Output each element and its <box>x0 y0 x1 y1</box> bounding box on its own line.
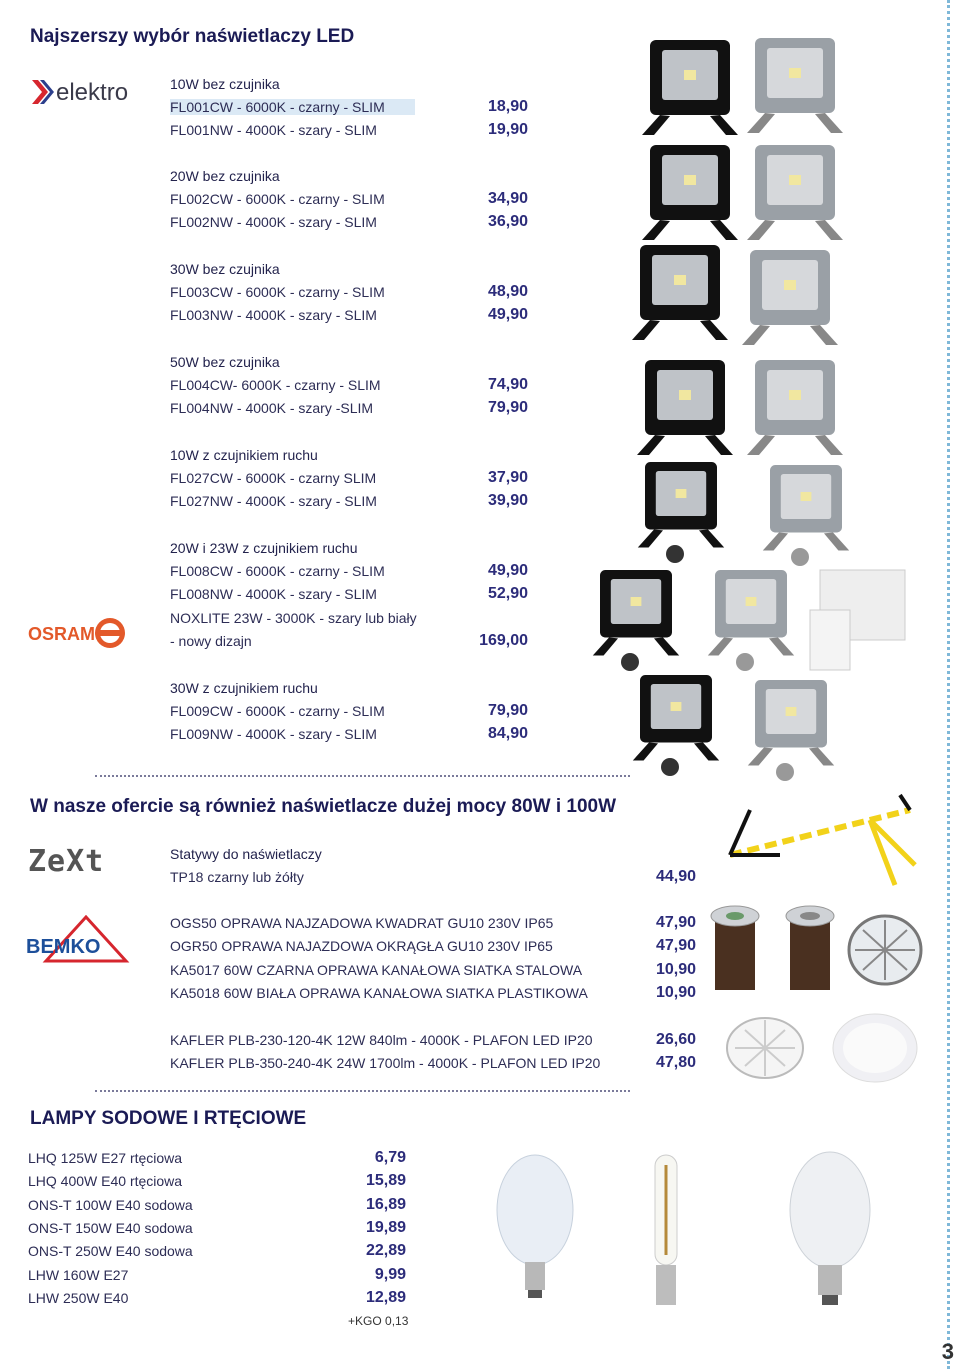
product-price: 47,80 <box>655 1054 696 1072</box>
product-name: OGS50 OPRAWA NAJZADOWA KWADRAT GU10 230V IP65 <box>170 915 554 931</box>
svg-text:OSRAM: OSRAM <box>28 624 95 644</box>
product-name: FL004NW - 4000K - szary -SLIM <box>170 400 374 417</box>
group-title: 30W z czujnikiem ruchu <box>170 680 318 696</box>
product-name: FL003CW - 6000K - czarny - SLIM <box>170 284 385 300</box>
separator <box>95 1090 630 1092</box>
product-name: FL009NW - 4000K - szary - SLIM <box>170 726 377 743</box>
stands-title: Statywy do naświetlaczy <box>170 846 322 862</box>
product-price: 18,90 <box>487 98 528 115</box>
bemko-logo <box>26 915 130 965</box>
product-price: 10,90 <box>655 983 696 1001</box>
lamp-name: LHW 250W E40 <box>28 1289 129 1306</box>
tripod-stand-image <box>720 795 920 895</box>
product-name: KA5018 60W BIAŁA OPRAWA KANAŁOWA SIATKA PLASTIKOWA <box>170 984 588 1001</box>
product-price: 47,90 <box>655 937 696 955</box>
product-name: FL009CW - 6000K - czarny - SLIM <box>170 703 385 719</box>
group-title: 10W bez czujnika <box>170 76 280 92</box>
product-price: 79,90 <box>487 399 528 417</box>
product-name: FL001CW - 6000K - czarny - SLIM <box>170 99 415 115</box>
lamp-name: LHW 160W E27 <box>28 1266 129 1283</box>
product-name: KA5017 60W CZARNA OPRAWA KANAŁOWA SIATKA STALOWA <box>170 961 583 978</box>
group-title: 10W z czujnikiem ruchu <box>170 447 318 463</box>
product-price: 74,90 <box>487 376 528 393</box>
lamp-name: ONS-T 150W E40 sodowa <box>28 1219 193 1236</box>
lamp-name: ONS-T 100W E40 sodowa <box>28 1196 193 1213</box>
product-price: 49,90 <box>487 562 528 579</box>
lamp-price: 15,89 <box>365 1172 406 1190</box>
elektro-logo-text: elektro <box>56 79 129 106</box>
lamp-price: 22,89 <box>365 1242 406 1260</box>
product-name: FL004CW- 6000K - czarny - SLIM <box>170 377 381 393</box>
product-price: 26,60 <box>655 1031 696 1048</box>
floodlight-images <box>620 30 870 770</box>
product-price: 49,90 <box>487 306 528 324</box>
lamps-heading: LAMPY SODOWE I RTĘCIOWE <box>30 1108 307 1129</box>
group-title: 50W bez czujnika <box>170 354 280 370</box>
group-title: 20W i 23W z czujnikiem ruchu <box>170 540 358 556</box>
product-price: 52,90 <box>487 585 528 603</box>
lamp-name: LHQ 400W E40 rtęciowa <box>28 1173 183 1190</box>
product-name: FL008NW - 4000K - szary - SLIM <box>170 586 377 603</box>
svg-text:BEMKO: BEMKO <box>26 936 101 958</box>
recessed-fixture-images <box>705 900 925 1000</box>
lamp-price: 6,79 <box>374 1149 406 1166</box>
kgo-note: +KGO 0,13 <box>348 1314 409 1328</box>
product-name: FL008CW - 6000K - czarny - SLIM <box>170 563 385 579</box>
page-title: Najszerszy wybór naświetlaczy LED <box>30 26 355 47</box>
product-name: FL002NW - 4000K - szary - SLIM <box>170 214 377 231</box>
product-name: FL027NW - 4000K - szary - SLIM <box>170 493 377 510</box>
product-price: 169,00 <box>479 631 528 649</box>
bulb-images <box>490 1150 890 1320</box>
product-price: 79,90 <box>487 702 528 719</box>
lamp-price: 16,89 <box>365 1195 406 1213</box>
separator <box>95 775 630 777</box>
lamp-name: ONS-T 250W E40 sodowa <box>28 1243 193 1260</box>
lamp-price: 9,99 <box>374 1265 406 1283</box>
product-name: OGR50 OPRAWA NAJAZDOWA OKRĄGŁA GU10 230V IP65 <box>170 938 553 955</box>
product-price: 39,90 <box>487 492 528 510</box>
edge-dots <box>943 0 950 1369</box>
zext-logo: ZeXt <box>28 844 105 879</box>
product-name: FL001NW - 4000K - szary - SLIM <box>170 122 377 139</box>
ceiling-lamp-images <box>725 1008 925 1088</box>
stands-price: 44,90 <box>655 868 696 885</box>
stands-name: TP18 czarny lub żółty <box>170 869 304 885</box>
product-price: 36,90 <box>487 213 528 231</box>
product-price: 84,90 <box>487 725 528 743</box>
elektro-logo <box>28 74 138 110</box>
highpower-heading: W nasze ofercie są również naświetlacze dużej mocy 80W i 100W <box>30 796 617 817</box>
group-title: 30W bez czujnika <box>170 261 280 277</box>
product-name: - nowy dizajn <box>170 632 252 649</box>
lamp-price: 12,89 <box>365 1288 406 1306</box>
lamp-price: 19,89 <box>365 1218 406 1236</box>
product-price: 37,90 <box>487 469 528 486</box>
lamp-name: LHQ 125W E27 rtęciowa <box>28 1150 183 1166</box>
osram-logo <box>28 616 128 650</box>
product-price: 47,90 <box>655 914 696 931</box>
product-price: 34,90 <box>487 190 528 207</box>
product-name: KAFLER PLB-350-240-4K 24W 1700lm - 4000K - PLAFON LED IP20 <box>170 1055 601 1072</box>
product-price: 48,90 <box>487 283 528 300</box>
product-name: FL002CW - 6000K - czarny - SLIM <box>170 191 385 207</box>
group-title: 20W bez czujnika <box>170 168 280 184</box>
product-price: 10,90 <box>655 960 696 978</box>
product-name: NOXLITE 23W - 3000K - szary lub biały <box>170 609 417 626</box>
product-name: KAFLER PLB-230-120-4K 12W 840lm - 4000K - PLAFON LED IP20 <box>170 1032 593 1048</box>
page-number: 3 <box>941 1339 954 1364</box>
product-price: 19,90 <box>487 121 528 139</box>
product-name: FL003NW - 4000K - szary - SLIM <box>170 307 377 324</box>
product-name: FL027CW - 6000K - czarny SLIM <box>170 470 377 486</box>
